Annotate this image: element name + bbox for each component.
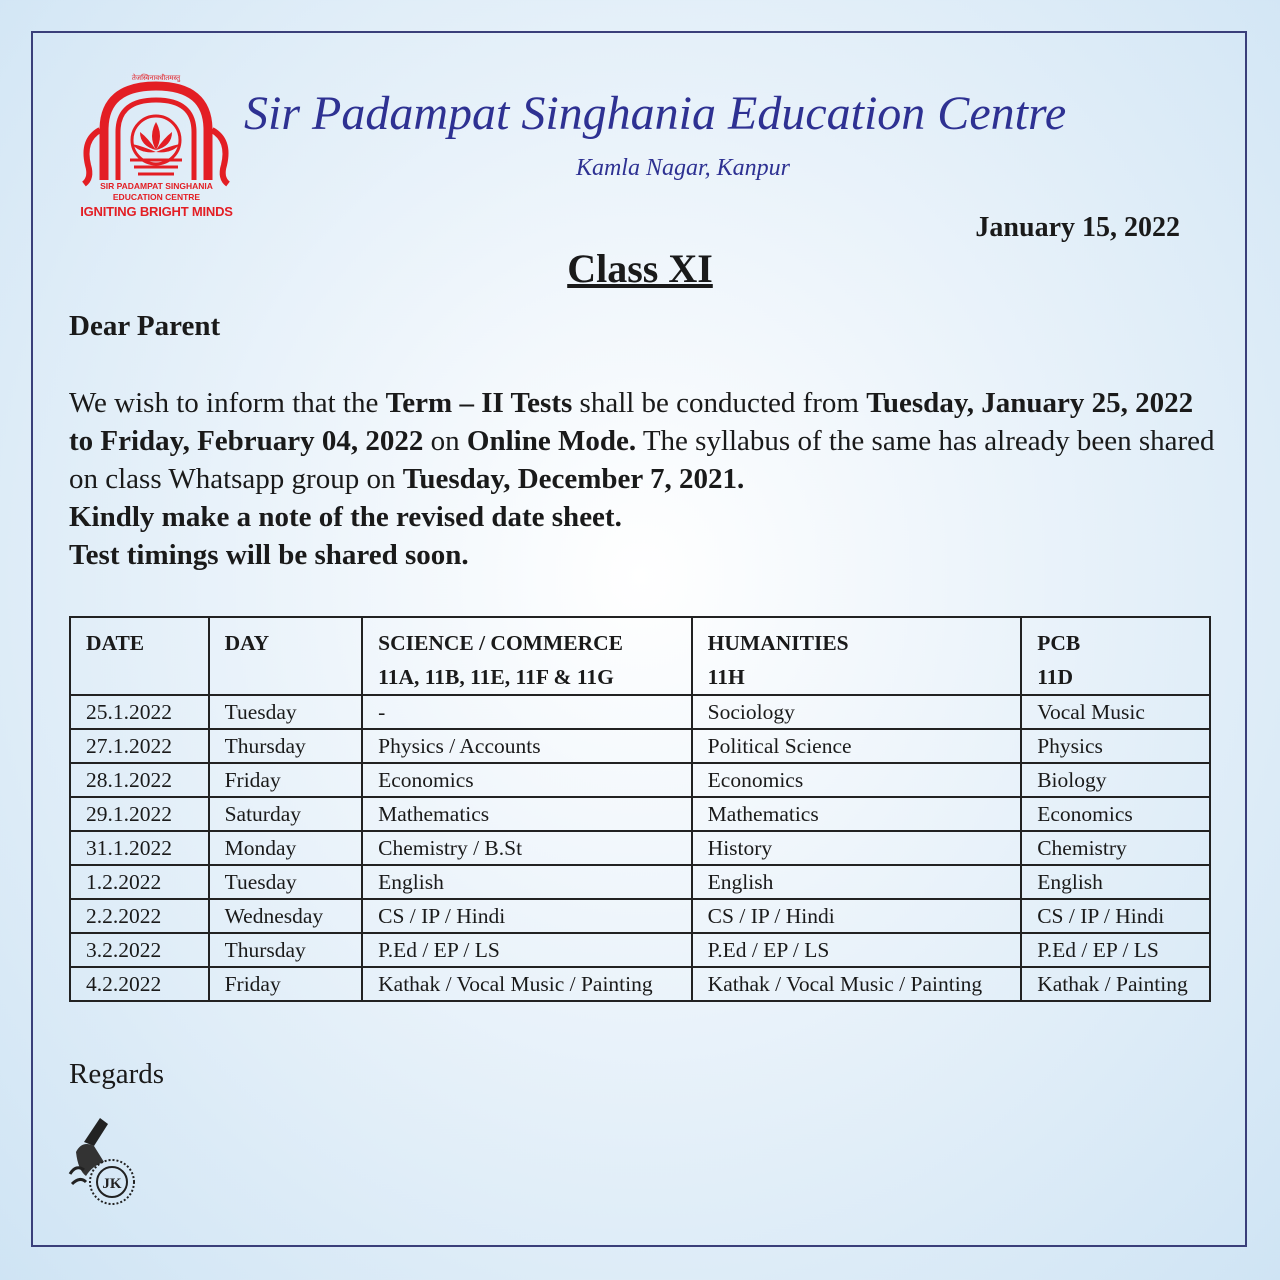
header-science-commerce: SCIENCE / COMMERCE 11A, 11B, 11E, 11F & 11G — [362, 617, 692, 695]
cell-humanities: CS / IP / Hindi — [692, 899, 1022, 933]
cell-day: Tuesday — [209, 865, 363, 899]
header-pcb: PCB 11D — [1021, 617, 1210, 695]
table-row — [70, 899, 1210, 933]
table-row — [70, 695, 1210, 729]
cell-science-commerce: English — [362, 865, 692, 899]
cell-day: Thursday — [209, 729, 363, 763]
cell-date: 3.2.2022 — [70, 933, 209, 967]
cell-science-commerce: Chemistry / B.St — [362, 831, 692, 865]
notice-body: We wish to inform that the Term – II Tests shall be conducted from Tuesday, January 25, 2022 to Friday, February 04, 2022 on Online Mode. The syllabus of the same has already been shared on class Whatsapp group on Tuesday, December 7, 2021. Kindly make a note of the revised date sheet. Test timings will be shared soon. — [69, 384, 1219, 574]
cell-humanities: Political Science — [692, 729, 1022, 763]
cell-pcb: Chemistry — [1021, 831, 1210, 865]
date-sheet-table — [69, 616, 1211, 1002]
school-logo — [74, 70, 239, 220]
cell-pcb: Vocal Music — [1021, 695, 1210, 729]
header-day: DAY — [209, 617, 363, 695]
header-date: DATE — [70, 617, 209, 695]
cell-humanities: Sociology — [692, 695, 1022, 729]
table-row — [70, 763, 1210, 797]
cell-pcb: CS / IP / Hindi — [1021, 899, 1210, 933]
cell-science-commerce: CS / IP / Hindi — [362, 899, 692, 933]
cell-humanities: Kathak / Vocal Music / Painting — [692, 967, 1022, 1001]
cell-day: Tuesday — [209, 695, 363, 729]
table-row — [70, 797, 1210, 831]
school-name: Sir Padampat Singhania Education Centre — [244, 87, 1067, 140]
cell-date: 1.2.2022 — [70, 865, 209, 899]
cell-humanities: English — [692, 865, 1022, 899]
cell-date: 31.1.2022 — [70, 831, 209, 865]
cell-day: Saturday — [209, 797, 363, 831]
cell-day: Monday — [209, 831, 363, 865]
note-revised-datesheet: Kindly make a note of the revised date sheet. — [69, 501, 622, 533]
table-row — [70, 729, 1210, 763]
stamp-initials: JK — [102, 1176, 122, 1192]
table-header-row — [70, 617, 1210, 695]
logo-motto: तेजस्विनावधीतमस्तु — [131, 74, 181, 82]
cell-date: 27.1.2022 — [70, 729, 209, 763]
cell-pcb: P.Ed / EP / LS — [1021, 933, 1210, 967]
table-row — [70, 865, 1210, 899]
logo-tagline: IGNITING BRIGHT MINDS — [80, 204, 233, 219]
note-timings: Test timings will be shared soon. — [69, 539, 469, 571]
cell-date: 28.1.2022 — [70, 763, 209, 797]
table-row — [70, 967, 1210, 1001]
cell-date: 29.1.2022 — [70, 797, 209, 831]
salutation: Dear Parent — [69, 310, 221, 342]
table-row — [70, 933, 1210, 967]
regards: Regards — [69, 1058, 165, 1090]
cell-pcb: Biology — [1021, 763, 1210, 797]
cell-science-commerce: Mathematics — [362, 797, 692, 831]
cell-science-commerce: Physics / Accounts — [362, 729, 692, 763]
cell-science-commerce: Economics — [362, 763, 692, 797]
cell-day: Thursday — [209, 933, 363, 967]
cell-day: Wednesday — [209, 899, 363, 933]
logo-text: SIR PADAMPAT SINGHANIA EDUCATION CENTRE — [100, 181, 213, 202]
cell-pcb: English — [1021, 865, 1210, 899]
principal-signature-stamp — [64, 1112, 144, 1212]
cell-day: Friday — [209, 967, 363, 1001]
cell-date: 2.2.2022 — [70, 899, 209, 933]
cell-date: 25.1.2022 — [70, 695, 209, 729]
school-location: Kamla Nagar, Kanpur — [575, 155, 791, 181]
cell-date: 4.2.2022 — [70, 967, 209, 1001]
table-row — [70, 831, 1210, 865]
cell-humanities: Economics — [692, 763, 1022, 797]
cell-science-commerce: - — [362, 695, 692, 729]
cell-pcb: Physics — [1021, 729, 1210, 763]
cell-science-commerce: P.Ed / EP / LS — [362, 933, 692, 967]
cell-day: Friday — [209, 763, 363, 797]
cell-humanities: P.Ed / EP / LS — [692, 933, 1022, 967]
cell-humanities: Mathematics — [692, 797, 1022, 831]
letter-date: January 15, 2022 — [975, 212, 1180, 243]
cell-pcb: Kathak / Painting — [1021, 967, 1210, 1001]
cell-pcb: Economics — [1021, 797, 1210, 831]
cell-humanities: History — [692, 831, 1022, 865]
class-title: Class XI — [567, 246, 713, 291]
header-humanities: HUMANITIES 11H — [692, 617, 1022, 695]
cell-science-commerce: Kathak / Vocal Music / Painting — [362, 967, 692, 1001]
